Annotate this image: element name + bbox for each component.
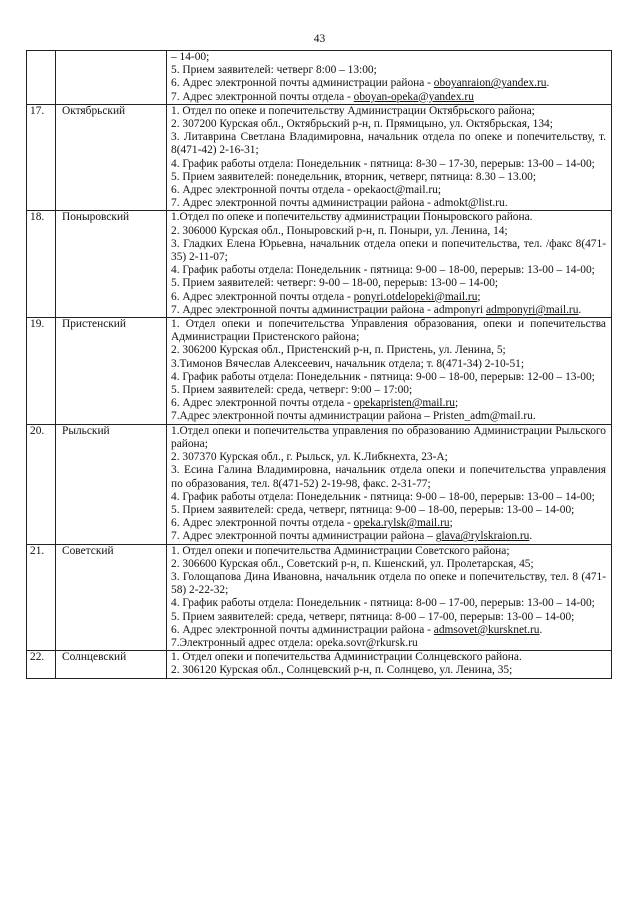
info-line bbox=[171, 664, 606, 677]
info-line bbox=[171, 318, 606, 344]
info-text: 6. Адрес электронной почты отдела - bbox=[171, 397, 354, 410]
info-text: 2. 306000 Курская обл., Поныровский р-н, п. Поныри, ул. Ленина, 14; bbox=[171, 224, 508, 237]
district-name: Советский bbox=[56, 544, 167, 651]
info-text: 1. Отдел опеки и попечительства Управления образования, опеки и попечительства Администрации Пристенского района; bbox=[171, 318, 606, 344]
info-tail: ; bbox=[449, 517, 453, 530]
info-line bbox=[171, 158, 606, 171]
info-text: 5. Прием заявителей: четверг: 9-00 – 18-00, перерыв: 13-00 – 14-00; bbox=[171, 277, 499, 290]
department-info bbox=[167, 104, 612, 211]
info-tail: ; bbox=[454, 397, 459, 410]
info-text: 4. График работы отдела: Понедельник - пятница: 9-00 – 18-00, перерыв: 13-00 – 14-00; bbox=[171, 490, 595, 503]
info-text: 7. Адрес электронной почты администрации района - admponyri bbox=[171, 303, 486, 316]
row-number: 21. bbox=[27, 544, 56, 651]
district-name: Поныровский bbox=[56, 211, 167, 318]
info-text: 6. Адрес электронной почты отдела - bbox=[171, 290, 354, 303]
table-row bbox=[27, 211, 612, 318]
info-line bbox=[171, 425, 606, 451]
info-line bbox=[171, 637, 606, 650]
info-line bbox=[171, 558, 606, 571]
info-line bbox=[171, 517, 606, 530]
table-row bbox=[27, 51, 612, 105]
info-text: 5. Прием заявителей: среда, четверг, пятница: 9-00 – 18-00, перерыв: 13-00 – 14-00; bbox=[171, 503, 575, 516]
info-line bbox=[171, 197, 606, 210]
info-text: 7. Адрес электронной почты администрации района - admokt@list.ru. bbox=[171, 197, 508, 210]
info-line bbox=[171, 264, 606, 277]
info-line bbox=[171, 504, 606, 517]
info-line bbox=[171, 51, 606, 64]
info-line bbox=[171, 371, 606, 384]
info-line bbox=[171, 530, 606, 543]
info-line bbox=[171, 277, 606, 290]
email-link[interactable]: oboyan-opeka@yandex.ru bbox=[353, 90, 474, 103]
department-info bbox=[167, 318, 612, 425]
row-number: 17. bbox=[27, 104, 56, 211]
email-link[interactable]: ponyri.otdelopeki@mail.ru bbox=[353, 290, 478, 303]
info-line bbox=[171, 451, 606, 464]
table-row bbox=[27, 318, 612, 425]
info-tail: . bbox=[539, 623, 543, 636]
info-line bbox=[171, 344, 606, 357]
info-line bbox=[171, 105, 606, 118]
email-link[interactable]: oboyanraion@yandex.ru bbox=[433, 77, 547, 90]
info-line bbox=[171, 397, 606, 410]
department-info bbox=[167, 424, 612, 544]
info-text: 5. Прием заявителей: четверг 8:00 – 13:00; bbox=[171, 64, 377, 77]
info-text: 1. Отдел опеки и попечительства Администрации Советского района; bbox=[171, 544, 510, 557]
info-line bbox=[171, 91, 606, 104]
table-row bbox=[27, 544, 612, 651]
info-line bbox=[171, 384, 606, 397]
department-info bbox=[167, 544, 612, 651]
table-row bbox=[27, 104, 612, 211]
info-text: 6. Адрес электронной почты администрации района - bbox=[171, 623, 434, 636]
info-text: 3. Голощапова Дина Ивановна, начальник отдела по опеке и попечительству, тел. 8 (471-58) 2-22-32; bbox=[171, 570, 606, 597]
row-number: 22. bbox=[27, 651, 56, 678]
info-line bbox=[171, 651, 606, 664]
info-text: 3. Гладких Елена Юрьевна, начальник отдела опеки и попечительства, тел. /факс 8(471-35) 2-11-07; bbox=[171, 237, 606, 264]
info-line bbox=[171, 64, 606, 77]
info-line bbox=[171, 571, 606, 597]
info-text: 7.Электронный адрес отдела: opeka.sovr@rkursk.ru bbox=[171, 636, 418, 649]
info-text: 5. Прием заявителей: среда, четверг, пятница: 8-00 – 17-00, перерыв: 13-00 – 14-00; bbox=[171, 610, 575, 623]
info-text: 6. Адрес электронной почты отдела - opekaoct@mail.ru; bbox=[171, 184, 441, 197]
info-text: 1. Отдел опеки и попечительства Администрации Солнцевского района. bbox=[171, 651, 522, 664]
info-line bbox=[171, 464, 606, 490]
info-tail: ; bbox=[477, 290, 481, 303]
info-text: 4. График работы отдела: Понедельник - пятница: 8-00 – 17-00, перерыв: 13-00 – 14-00; bbox=[171, 597, 595, 610]
info-text: – 14-00; bbox=[171, 51, 210, 63]
email-link[interactable]: admponyri@mail.ru bbox=[485, 303, 579, 316]
info-text: 1.Отдел по опеке и попечительству администрации Поныровского района. bbox=[171, 211, 533, 224]
info-text: 2. 307200 Курская обл., Октябрьский р-н, п. Прямицыно, ул. Октябрьская, 134; bbox=[171, 118, 553, 131]
info-line bbox=[171, 171, 606, 184]
department-info bbox=[167, 211, 612, 318]
info-text: 6. Адрес электронной почты отдела - bbox=[171, 517, 354, 530]
info-line bbox=[171, 597, 606, 610]
info-text: 6. Адрес электронной почты администрации района - bbox=[171, 77, 434, 90]
info-line bbox=[171, 184, 606, 197]
district-name: Рыльский bbox=[56, 424, 167, 544]
info-line bbox=[171, 131, 606, 157]
district-name: Солнцевский bbox=[56, 651, 167, 678]
row-number: 20. bbox=[27, 424, 56, 544]
info-line bbox=[171, 77, 606, 90]
info-text: 1. Отдел по опеке и попечительству Администрации Октябрьского района; bbox=[171, 104, 535, 117]
department-info bbox=[167, 51, 612, 105]
info-line bbox=[171, 358, 606, 371]
page-number: 43 bbox=[313, 33, 326, 45]
info-line bbox=[171, 238, 606, 264]
info-text: 7.Адрес электронной почты администрации района – Pristen_adm@mail.ru. bbox=[171, 410, 536, 423]
info-text: 4. График работы отдела: Понедельник - пятница: 8-30 – 17-30, перерыв: 13-00 – 14-00; bbox=[171, 157, 595, 170]
row-number bbox=[27, 51, 56, 105]
info-line bbox=[171, 304, 606, 317]
info-text: 2. 306120 Курская обл., Солнцевский р-н, п. Солнцево, ул. Ленина, 35; bbox=[171, 664, 513, 677]
info-line bbox=[171, 491, 606, 504]
info-text: 3.Тимонов Вячеслав Алексеевич, начальник отдела; т. 8(471-34) 2-10-51; bbox=[171, 357, 525, 370]
email-link[interactable]: glava@rylskraion.ru bbox=[435, 530, 530, 543]
table-row bbox=[27, 651, 612, 678]
info-line bbox=[171, 624, 606, 637]
district-name: Октябрьский bbox=[56, 104, 167, 211]
info-line bbox=[171, 410, 606, 423]
email-link[interactable]: opekapristen@mail.ru bbox=[353, 397, 455, 410]
info-text: 2. 306200 Курская обл., Пристенский р-н, п. Пристень, ул. Ленина, 5; bbox=[171, 344, 506, 357]
info-text: 5. Прием заявителей: среда, четверг: 9:00 – 17:00; bbox=[171, 384, 413, 397]
info-line bbox=[171, 225, 606, 238]
info-tail: . bbox=[578, 303, 582, 316]
info-line bbox=[171, 118, 606, 131]
info-text: 7. Адрес электронной почты администрации района – bbox=[171, 530, 436, 543]
info-line bbox=[171, 545, 606, 558]
info-text: 4. График работы отдела: Понедельник - пятница: 9-00 – 18-00, перерыв: 13-00 – 14-00; bbox=[171, 264, 595, 277]
table-row bbox=[27, 424, 612, 544]
info-line bbox=[171, 611, 606, 624]
info-text: 7. Адрес электронной почты отдела - bbox=[171, 90, 354, 103]
info-tail: . bbox=[546, 77, 550, 90]
info-text: 1.Отдел опеки и попечительства управления по образованию Администрации Рыльского района; bbox=[171, 424, 606, 450]
department-info bbox=[167, 651, 612, 678]
district-name bbox=[56, 51, 167, 105]
info-text: 3. Литаврина Светлана Владимировна, начальник отдела по опеке и попечительству, т. 8(471-42) 2-16-31; bbox=[171, 131, 606, 157]
info-text: 3. Есина Галина Владимировна, начальник отдела опеки и попечительства управления по образования, тел. 8(471-52) 2-19-98, факс. 2-31-77; bbox=[171, 464, 606, 490]
info-line bbox=[171, 211, 606, 224]
info-text: 4. График работы отдела: Понедельник - пятница: 9-00 – 18-00, перерыв: 12-00 – 13-00; bbox=[171, 370, 595, 383]
contacts-table bbox=[26, 50, 612, 679]
info-text: 5. Прием заявителей: понедельник, вторник, четверг, пятница: 8.30 – 13.00; bbox=[171, 170, 537, 183]
info-text: 2. 307370 Курская обл., г. Рыльск, ул. К.Либкнехта, 23-А; bbox=[171, 451, 448, 464]
email-link[interactable]: opeka.rylsk@mail.ru bbox=[353, 517, 450, 530]
row-number: 19. bbox=[27, 318, 56, 425]
row-number: 18. bbox=[27, 211, 56, 318]
info-tail: . bbox=[529, 530, 533, 543]
info-text: 2. 306600 Курская обл., Советский р-н, п. Кшенский, ул. Пролетарская, 45; bbox=[171, 557, 534, 570]
district-name: Пристенский bbox=[56, 318, 167, 425]
email-link[interactable]: admsovet@kursknet.ru bbox=[433, 623, 540, 636]
info-line bbox=[171, 291, 606, 304]
